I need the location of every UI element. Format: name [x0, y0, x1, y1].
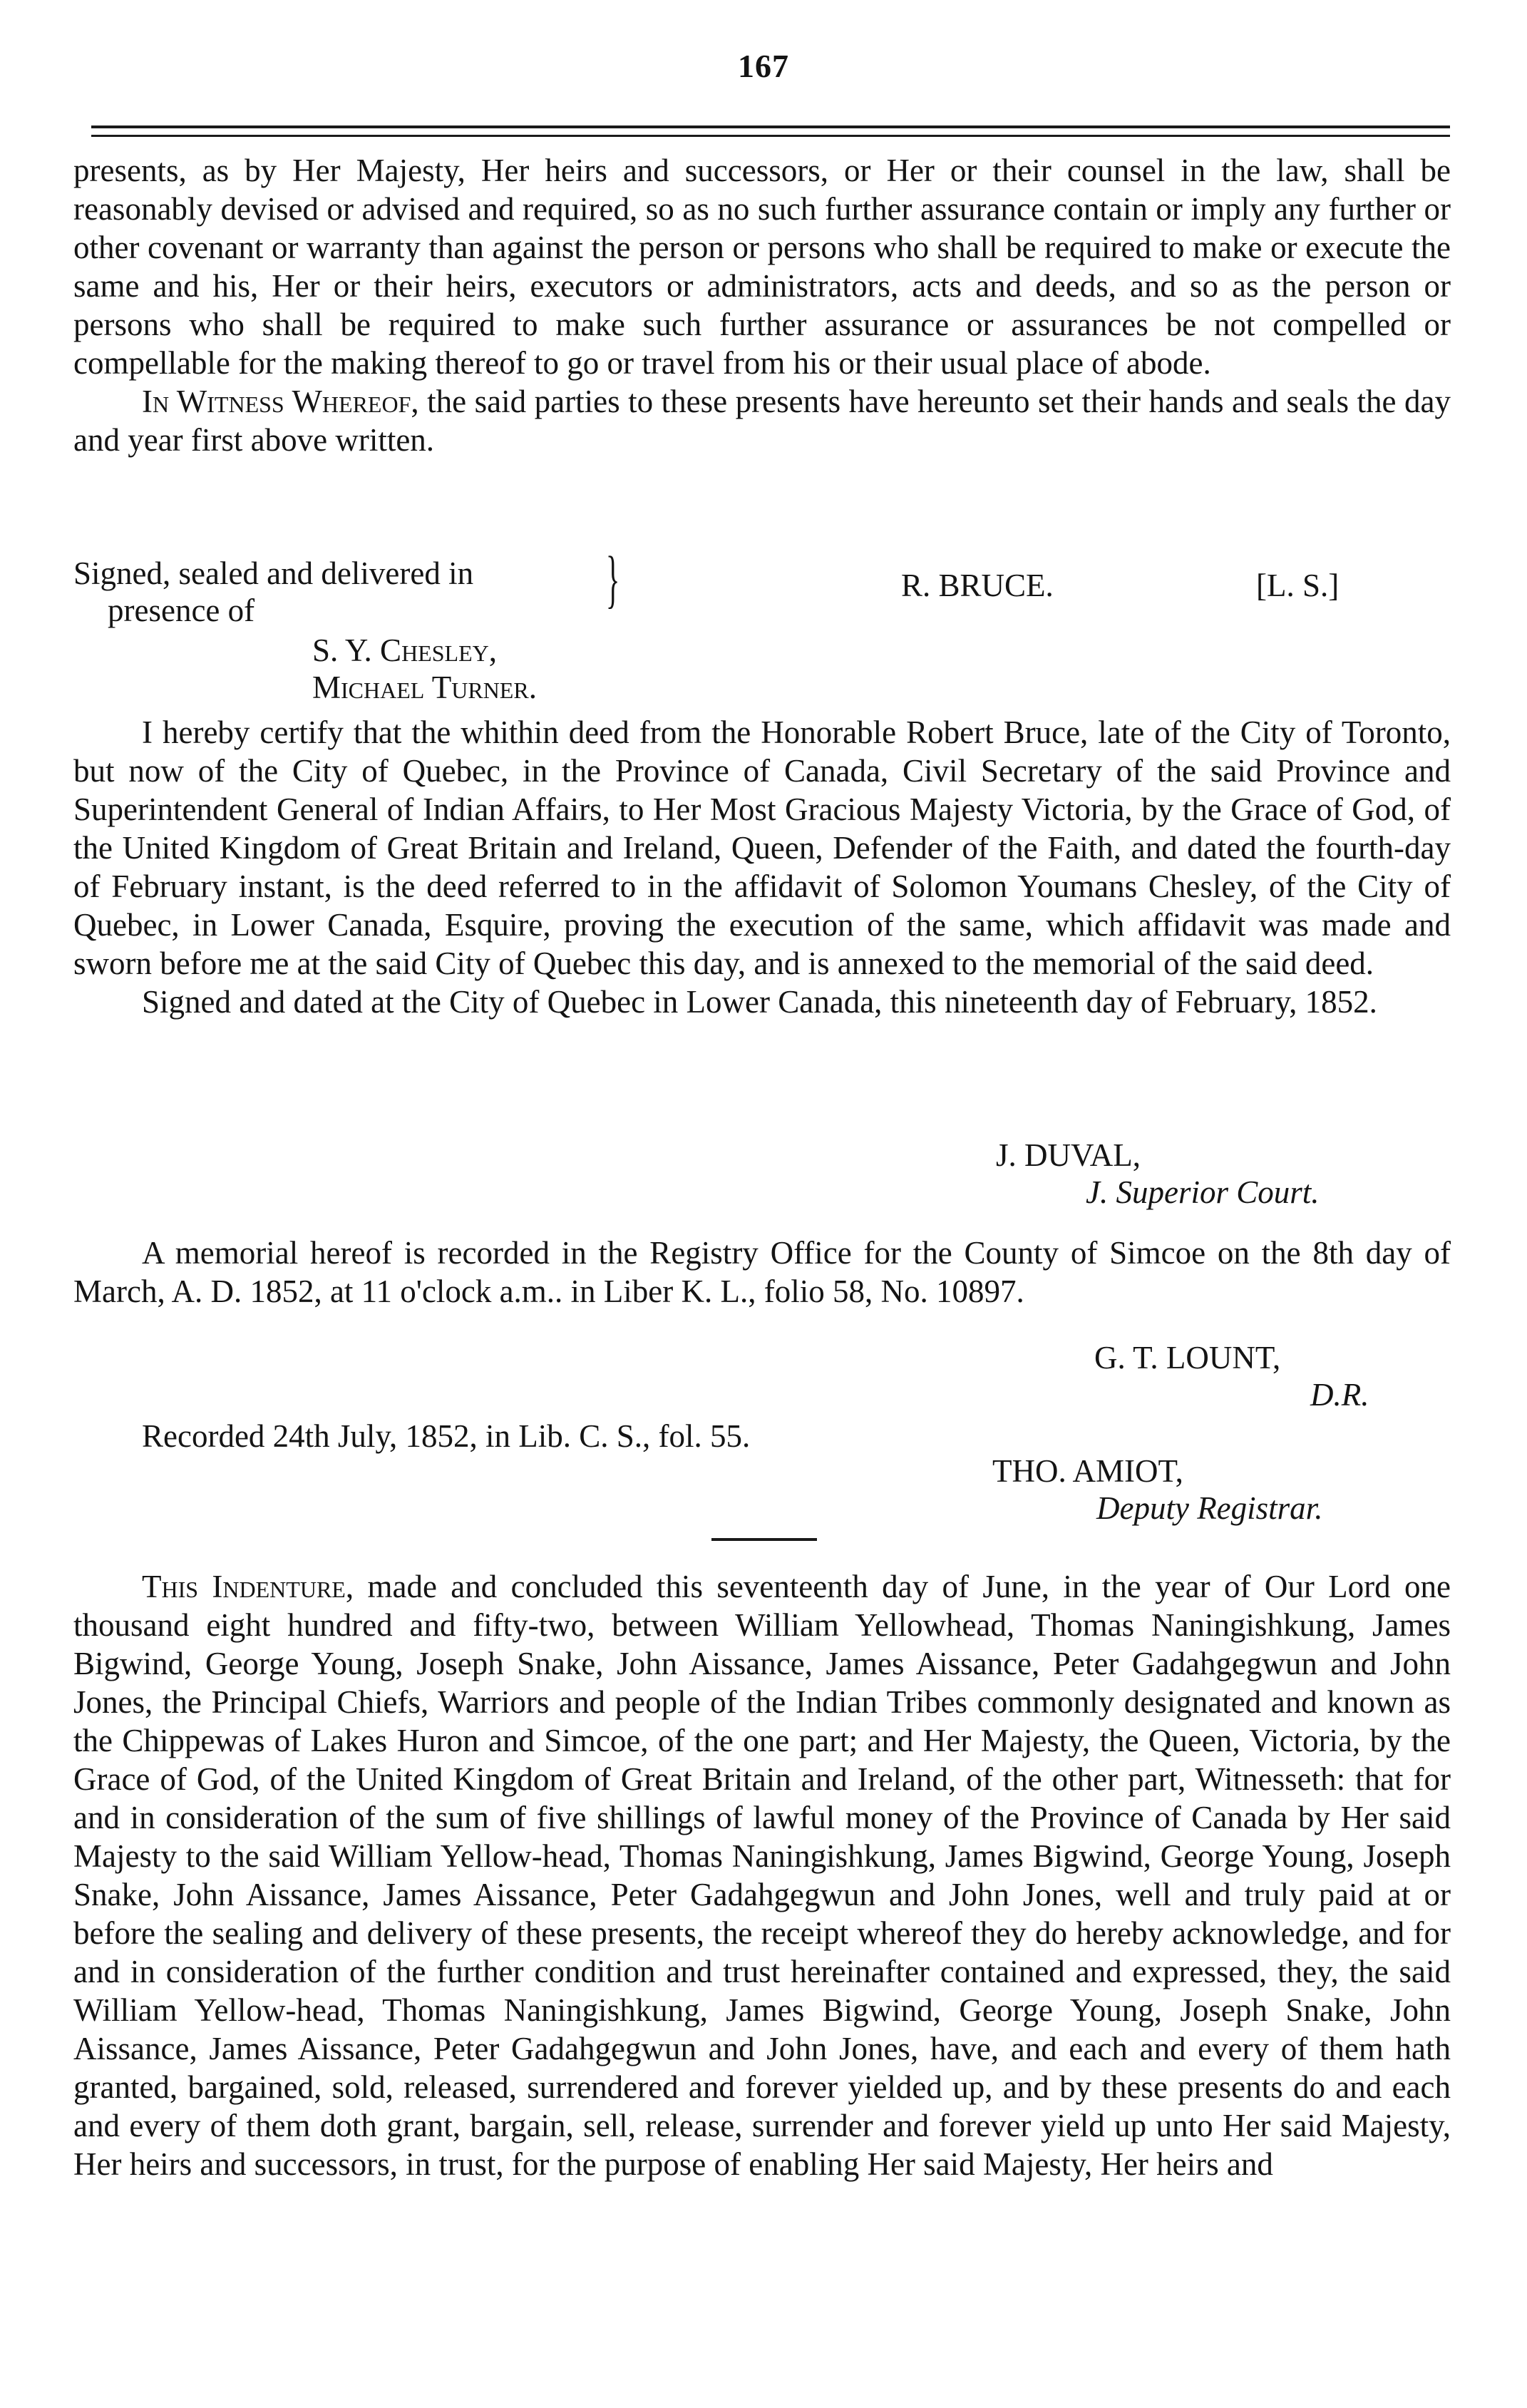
witness-turner: Michael Turner.: [312, 670, 537, 705]
certificate-dated: Signed and dated at the City of Quebec in Lower Canada, this nineteenth day of February, 1852.: [142, 984, 1377, 1020]
witness-names: [312, 632, 537, 706]
signed-line-1: Signed, sealed and delivered in: [73, 555, 474, 591]
indenture-paragraph: [73, 1567, 1451, 2183]
signed-line-2: presence of: [108, 593, 255, 628]
deputy-name: THO. AMIOT,: [992, 1453, 1183, 1489]
judge-title: J. Superior Court.: [1086, 1174, 1320, 1210]
memorial-text: A memorial hereof is recorded in the Registry Office for the County of Simcoe on the 8th day of March, A. D. 1852, at 11 o'clock a.m.. in Liber K. L., folio 58, No. 10897.: [73, 1235, 1451, 1309]
recorded-text: Recorded 24th July, 1852, in Lib. C. S., fol. 55.: [142, 1418, 751, 1454]
judge-name: J. DUVAL,: [996, 1137, 1141, 1173]
indenture-heading: This Indenture,: [142, 1569, 354, 1604]
paragraph-assurance: presents, as by Her Majesty, Her heirs and successors, or Her or their counsel in the law, shall be reasonably devised or advised and required, so as no such further assurance contain or imply any further or other covenant or warranty than against the person or persons who shall be required to make or execute the same and his, Her or their heirs, executors or administrators, acts and deeds, and so as the person or persons who shall be required to make such further assurance or assurances be not compelled or compellable for the making thereof to go or travel from his or their usual place of abode.: [73, 153, 1451, 381]
certificate-text: I hereby certify that the whithin deed from the Honorable Robert Bruce, late of the City of Toronto, but now of the City of Quebec, in the Province of Canada, Civil Secretary of the said Province and Superintendent General of Indian Affairs, to Her Most Gracious Majesty Victoria, by the Grace of God, of the United Kingdom of Great Britain and Ireland, Queen, Defender of the Faith, and dated the fourth-day of February instant, is the deed referred to in the affidavit of Solomon Youmans Chesley, of the City of Quebec, in Lower Canada, Esquire, proving the execution of the same, which affidavit was made and sworn before me at the said City of Quebec this day, and is annexed to the memorial of the said deed.: [73, 714, 1451, 981]
paragraph-witness: [73, 382, 1451, 459]
signed-sealed-label: [73, 555, 473, 629]
witness-heading: In Witness Whereof,: [142, 384, 419, 419]
section-divider: [711, 1538, 817, 1541]
registrar-title: D.R.: [1310, 1377, 1369, 1413]
seal-mark: [L. S.]: [1256, 568, 1340, 603]
header-rule-top: [91, 125, 1450, 128]
witness-text: the said parties to these presents have hereunto set their hands and seals the day and year first above written.: [73, 384, 1451, 458]
deputy-title: Deputy Registrar.: [1096, 1490, 1323, 1526]
memorial-block: [73, 1234, 1451, 1311]
page-number: 167: [738, 48, 789, 84]
certificate-block: [73, 713, 1451, 1021]
registrar-name: G. T. LOUNT,: [1094, 1340, 1281, 1375]
indenture-block: [73, 1567, 1451, 2183]
signed-brace: }: [605, 544, 620, 615]
indenture-text: made and concluded this seventeenth day of June, in the year of Our Lord one thousand eight hundred and fifty-two, between William Yellowhead, Thomas Naningishkung, James Bigwind, George Young, Joseph Snake, John Aissance, James Aissance, Peter Gadahgegwun and John Jones, the Principal Chiefs, Warriors and people of the Indian Tribes commonly designated and known as the Chippewas of Lakes Huron and Simcoe, of the one part; and Her Majesty, the Queen, Victoria, by the Grace of God, of the United Kingdom of Great Britain and Ireland, of the other part, Witnesseth: that for and in consideration of the sum of five shillings of lawful money of the Province of Canada by Her said Majesty to the said William Yellow-head, Thomas Naningishkung, James Bigwind, George Young, Joseph Snake, John Aissance, James Aissance, Peter Gadahgegwun and John Jones, well and truly paid at or before the sealing and delivery of these presents, the receipt whereof they do hereby acknowledge, and for and in consideration of the further condition and trust hereinafter contained and expressed, they, the said William Yellow-head, Thomas Naningishkung, James Bigwind, George Young, Joseph Snake, John Aissance, James Aissance, Peter Gadahgegwun and John Jones, have, and each and every of them hath granted, bargained, sold, released, surrendered and forever yielded up, and by these presents do and each and every of them doth grant, bargain, sell, release, surrender and forever yield up unto Her said Majesty, Her heirs and successors, in trust, for the purpose of enabling Her said Majesty, Her heirs and: [73, 1569, 1451, 2182]
header-rule-bottom: [91, 135, 1450, 137]
paragraph-continuation: [73, 151, 1451, 459]
signer-name: R. BRUCE.: [901, 568, 1054, 603]
witness-chesley: S. Y. Chesley,: [312, 632, 497, 668]
